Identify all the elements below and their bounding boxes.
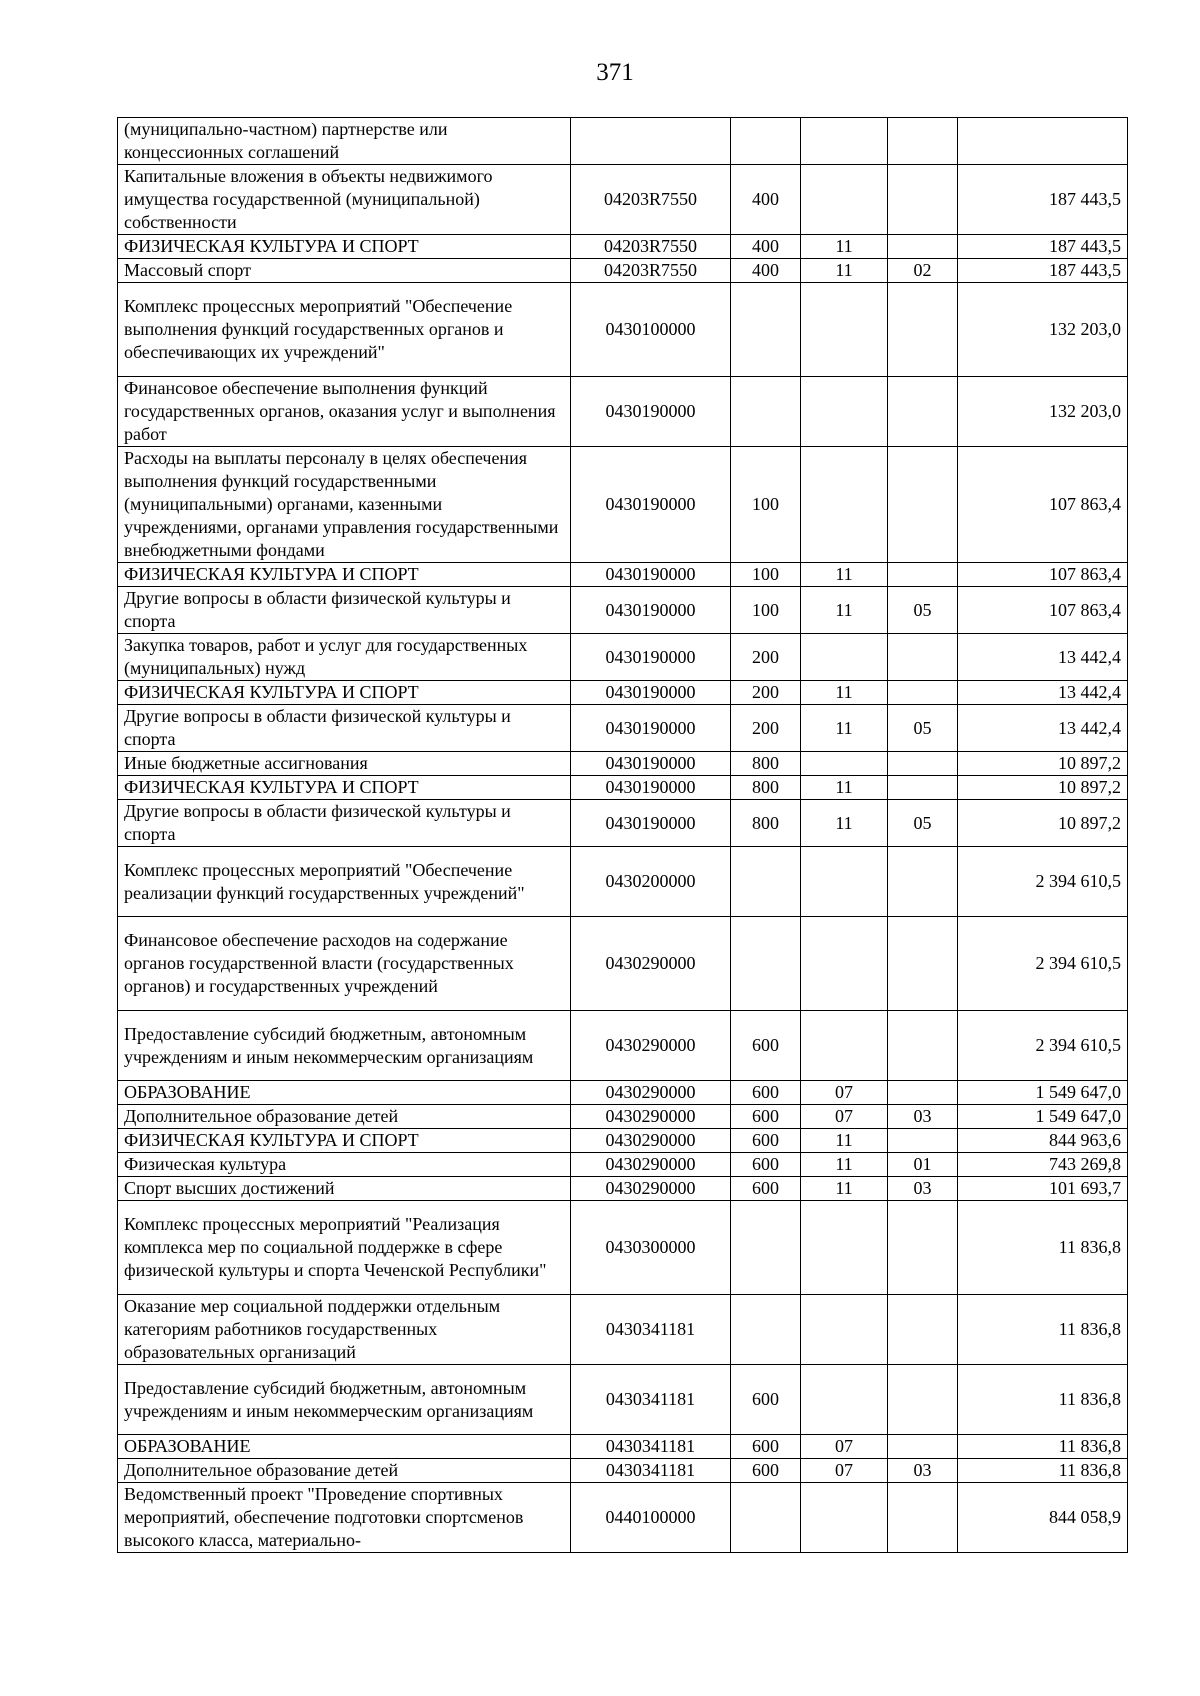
row-sum: 11 836,8 [958, 1459, 1128, 1483]
page-number [0, 58, 1200, 88]
row-section [801, 634, 888, 681]
row-expense-type: 600 [731, 1459, 801, 1483]
table-row [118, 847, 1128, 917]
table-row [118, 283, 1128, 377]
row-name: Спорт высших достижений [118, 1177, 571, 1201]
row-sum: 11 836,8 [958, 1201, 1128, 1295]
table-row [118, 118, 1128, 165]
row-expense-type [731, 283, 801, 377]
row-name: Расходы на выплаты персоналу в целях обеспечения выполнения функций государственными (муниципальными) органами, казенными учреждениями, органами управления государственными внебюджетными фондами [118, 447, 571, 563]
row-name: Закупка товаров, работ и услуг для государственных (муниципальных) нужд [118, 634, 571, 681]
row-sum: 13 442,4 [958, 705, 1128, 752]
table-row [118, 259, 1128, 283]
row-code: 0430190000 [571, 377, 731, 447]
row-name: ОБРАЗОВАНИЕ [118, 1081, 571, 1105]
row-expense-type: 600 [731, 1081, 801, 1105]
row-code: 0430190000 [571, 705, 731, 752]
row-sum: 844 058,9 [958, 1483, 1128, 1553]
table-row [118, 1011, 1128, 1081]
row-expense-type: 800 [731, 776, 801, 800]
row-sum: 187 443,5 [958, 235, 1128, 259]
row-name: Комплекс процессных мероприятий "Обеспечение выполнения функций государственных органов и обеспечивающих их учреждений" [118, 283, 571, 377]
table-row [118, 1365, 1128, 1435]
table-row [118, 1081, 1128, 1105]
row-sum: 132 203,0 [958, 377, 1128, 447]
row-name: Дополнительное образование детей [118, 1105, 571, 1129]
row-expense-type: 800 [731, 800, 801, 847]
row-code: 0430190000 [571, 447, 731, 563]
table-row [118, 752, 1128, 776]
row-subsection [888, 563, 958, 587]
row-subsection [888, 118, 958, 165]
row-section: 11 [801, 1153, 888, 1177]
table-row [118, 1295, 1128, 1365]
table-row [118, 917, 1128, 1011]
table-row [118, 563, 1128, 587]
row-section: 11 [801, 563, 888, 587]
row-section [801, 1011, 888, 1081]
table-row [118, 165, 1128, 235]
row-expense-type: 600 [731, 1365, 801, 1435]
table-row [118, 377, 1128, 447]
row-sum: 11 836,8 [958, 1435, 1128, 1459]
row-code: 0430341181 [571, 1435, 731, 1459]
row-sum: 187 443,5 [958, 165, 1128, 235]
row-code: 0430200000 [571, 847, 731, 917]
table-row [118, 800, 1128, 847]
budget-table-body [118, 118, 1128, 1553]
row-name: ФИЗИЧЕСКАЯ КУЛЬТУРА И СПОРТ [118, 681, 571, 705]
row-sum: 107 863,4 [958, 447, 1128, 563]
row-sum: 187 443,5 [958, 259, 1128, 283]
row-name: Капитальные вложения в объекты недвижимого имущества государственной (муниципальной) собственности [118, 165, 571, 235]
row-name: ФИЗИЧЕСКАЯ КУЛЬТУРА И СПОРТ [118, 235, 571, 259]
row-sum: 743 269,8 [958, 1153, 1128, 1177]
table-row [118, 1435, 1128, 1459]
row-code: 0430190000 [571, 776, 731, 800]
row-code: 04203R7550 [571, 259, 731, 283]
row-code: 0430290000 [571, 1177, 731, 1201]
row-code: 0430290000 [571, 1105, 731, 1129]
row-section [801, 1295, 888, 1365]
row-expense-type: 600 [731, 1129, 801, 1153]
row-sum: 1 549 647,0 [958, 1105, 1128, 1129]
row-subsection [888, 847, 958, 917]
row-name: Другие вопросы в области физической культуры и спорта [118, 800, 571, 847]
row-sum: 11 836,8 [958, 1365, 1128, 1435]
row-code: 0430100000 [571, 283, 731, 377]
row-code: 0430341181 [571, 1459, 731, 1483]
row-section: 11 [801, 681, 888, 705]
row-section: 11 [801, 259, 888, 283]
table-row [118, 1201, 1128, 1295]
row-subsection [888, 1435, 958, 1459]
row-name: Комплекс процессных мероприятий "Реализация комплекса мер по социальной поддержке в сфере физической культуры и спорта Чеченской Республики" [118, 1201, 571, 1295]
row-name: Другие вопросы в области физической культуры и спорта [118, 587, 571, 634]
row-name: ФИЗИЧЕСКАЯ КУЛЬТУРА И СПОРТ [118, 1129, 571, 1153]
row-subsection [888, 1295, 958, 1365]
table-row [118, 1153, 1128, 1177]
row-section: 07 [801, 1435, 888, 1459]
row-subsection [888, 917, 958, 1011]
row-section [801, 283, 888, 377]
row-section: 07 [801, 1105, 888, 1129]
row-subsection [888, 1129, 958, 1153]
row-section: 11 [801, 235, 888, 259]
row-expense-type: 400 [731, 165, 801, 235]
row-subsection: 01 [888, 1153, 958, 1177]
row-expense-type: 800 [731, 752, 801, 776]
row-sum: 132 203,0 [958, 283, 1128, 377]
row-subsection [888, 1081, 958, 1105]
row-section: 07 [801, 1459, 888, 1483]
row-subsection [888, 1365, 958, 1435]
row-section [801, 917, 888, 1011]
row-sum: 844 963,6 [958, 1129, 1128, 1153]
row-expense-type: 100 [731, 587, 801, 634]
row-code: 0430290000 [571, 917, 731, 1011]
row-section: 11 [801, 587, 888, 634]
row-subsection: 03 [888, 1177, 958, 1201]
row-subsection: 02 [888, 259, 958, 283]
table-row [118, 1105, 1128, 1129]
row-sum: 2 394 610,5 [958, 917, 1128, 1011]
row-subsection: 05 [888, 800, 958, 847]
row-expense-type: 100 [731, 563, 801, 587]
row-sum: 10 897,2 [958, 800, 1128, 847]
row-code: 0430190000 [571, 800, 731, 847]
row-name: Иные бюджетные ассигнования [118, 752, 571, 776]
row-section [801, 377, 888, 447]
row-name: Предоставление субсидий бюджетным, автономным учреждениям и иным некоммерческим организациям [118, 1365, 571, 1435]
row-expense-type: 600 [731, 1105, 801, 1129]
row-code: 0430341181 [571, 1295, 731, 1365]
row-sum: 107 863,4 [958, 563, 1128, 587]
row-sum: 1 549 647,0 [958, 1081, 1128, 1105]
row-subsection [888, 752, 958, 776]
row-section [801, 1483, 888, 1553]
row-section: 11 [801, 705, 888, 752]
row-code: 0430300000 [571, 1201, 731, 1295]
table-row [118, 1177, 1128, 1201]
row-expense-type [731, 917, 801, 1011]
row-sum: 13 442,4 [958, 681, 1128, 705]
page-number-text: 371 [596, 59, 634, 86]
row-name: ФИЗИЧЕСКАЯ КУЛЬТУРА И СПОРТ [118, 776, 571, 800]
table-row [118, 705, 1128, 752]
row-subsection [888, 447, 958, 563]
row-name: ФИЗИЧЕСКАЯ КУЛЬТУРА И СПОРТ [118, 563, 571, 587]
row-name: Комплекс процессных мероприятий "Обеспечение реализации функций государственных учреждений" [118, 847, 571, 917]
row-section: 11 [801, 1129, 888, 1153]
row-section [801, 447, 888, 563]
row-name: ОБРАЗОВАНИЕ [118, 1435, 571, 1459]
row-name: Оказание мер социальной поддержки отдельным категориям работников государственных образовательных организаций [118, 1295, 571, 1365]
row-code: 0430190000 [571, 563, 731, 587]
row-subsection [888, 235, 958, 259]
row-subsection [888, 377, 958, 447]
row-section [801, 118, 888, 165]
row-expense-type: 400 [731, 259, 801, 283]
row-code: 0430190000 [571, 634, 731, 681]
row-expense-type: 600 [731, 1011, 801, 1081]
row-section [801, 847, 888, 917]
row-code: 0440100000 [571, 1483, 731, 1553]
row-expense-type: 600 [731, 1153, 801, 1177]
row-code: 0430290000 [571, 1011, 731, 1081]
row-section [801, 752, 888, 776]
row-code: 0430290000 [571, 1129, 731, 1153]
row-sum [958, 118, 1128, 165]
table-row [118, 1129, 1128, 1153]
row-sum: 2 394 610,5 [958, 1011, 1128, 1081]
table-row [118, 681, 1128, 705]
row-expense-type: 100 [731, 447, 801, 563]
row-subsection [888, 283, 958, 377]
row-sum: 10 897,2 [958, 752, 1128, 776]
row-code: 0430290000 [571, 1081, 731, 1105]
row-code: 0430341181 [571, 1365, 731, 1435]
row-code: 0430190000 [571, 587, 731, 634]
row-expense-type: 600 [731, 1177, 801, 1201]
table-row [118, 1459, 1128, 1483]
row-expense-type: 200 [731, 681, 801, 705]
row-name: Дополнительное образование детей [118, 1459, 571, 1483]
row-expense-type [731, 118, 801, 165]
row-section: 11 [801, 1177, 888, 1201]
row-name: Другие вопросы в области физической культуры и спорта [118, 705, 571, 752]
table-row [118, 587, 1128, 634]
row-section [801, 1201, 888, 1295]
table-row [118, 634, 1128, 681]
row-subsection [888, 634, 958, 681]
row-subsection [888, 776, 958, 800]
row-name: (муниципально-частном) партнерстве или концессионных соглашений [118, 118, 571, 165]
row-code: 0430190000 [571, 752, 731, 776]
row-name: Массовый спорт [118, 259, 571, 283]
table-row [118, 235, 1128, 259]
row-code: 04203R7550 [571, 165, 731, 235]
row-expense-type [731, 1201, 801, 1295]
row-subsection: 03 [888, 1105, 958, 1129]
row-expense-type [731, 1483, 801, 1553]
row-subsection: 05 [888, 705, 958, 752]
row-subsection: 05 [888, 587, 958, 634]
row-name: Физическая культура [118, 1153, 571, 1177]
row-subsection [888, 681, 958, 705]
row-subsection [888, 1201, 958, 1295]
row-section: 11 [801, 800, 888, 847]
table-row [118, 776, 1128, 800]
row-subsection [888, 165, 958, 235]
row-expense-type: 400 [731, 235, 801, 259]
row-expense-type [731, 1295, 801, 1365]
row-sum: 101 693,7 [958, 1177, 1128, 1201]
row-section: 07 [801, 1081, 888, 1105]
row-name: Ведомственный проект "Проведение спортивных мероприятий, обеспечение подготовки спортсменов высокого класса, материально- [118, 1483, 571, 1553]
row-sum: 10 897,2 [958, 776, 1128, 800]
row-expense-type [731, 847, 801, 917]
row-code: 0430190000 [571, 681, 731, 705]
row-name: Финансовое обеспечение выполнения функций государственных органов, оказания услуг и выполнения работ [118, 377, 571, 447]
row-subsection: 03 [888, 1459, 958, 1483]
row-sum: 2 394 610,5 [958, 847, 1128, 917]
row-code [571, 118, 731, 165]
row-section [801, 1365, 888, 1435]
row-section [801, 165, 888, 235]
row-subsection [888, 1011, 958, 1081]
row-name: Предоставление субсидий бюджетным, автономным учреждениям и иным некоммерческим организациям [118, 1011, 571, 1081]
row-section: 11 [801, 776, 888, 800]
row-code: 04203R7550 [571, 235, 731, 259]
row-sum: 11 836,8 [958, 1295, 1128, 1365]
row-sum: 13 442,4 [958, 634, 1128, 681]
row-code: 0430290000 [571, 1153, 731, 1177]
table-row [118, 447, 1128, 563]
row-subsection [888, 1483, 958, 1553]
row-sum: 107 863,4 [958, 587, 1128, 634]
row-expense-type: 200 [731, 634, 801, 681]
table-row [118, 1483, 1128, 1553]
row-expense-type: 600 [731, 1435, 801, 1459]
row-name: Финансовое обеспечение расходов на содержание органов государственной власти (государственных органов) и государственных учреждений [118, 917, 571, 1011]
row-expense-type: 200 [731, 705, 801, 752]
budget-table [117, 117, 1128, 1553]
row-expense-type [731, 377, 801, 447]
